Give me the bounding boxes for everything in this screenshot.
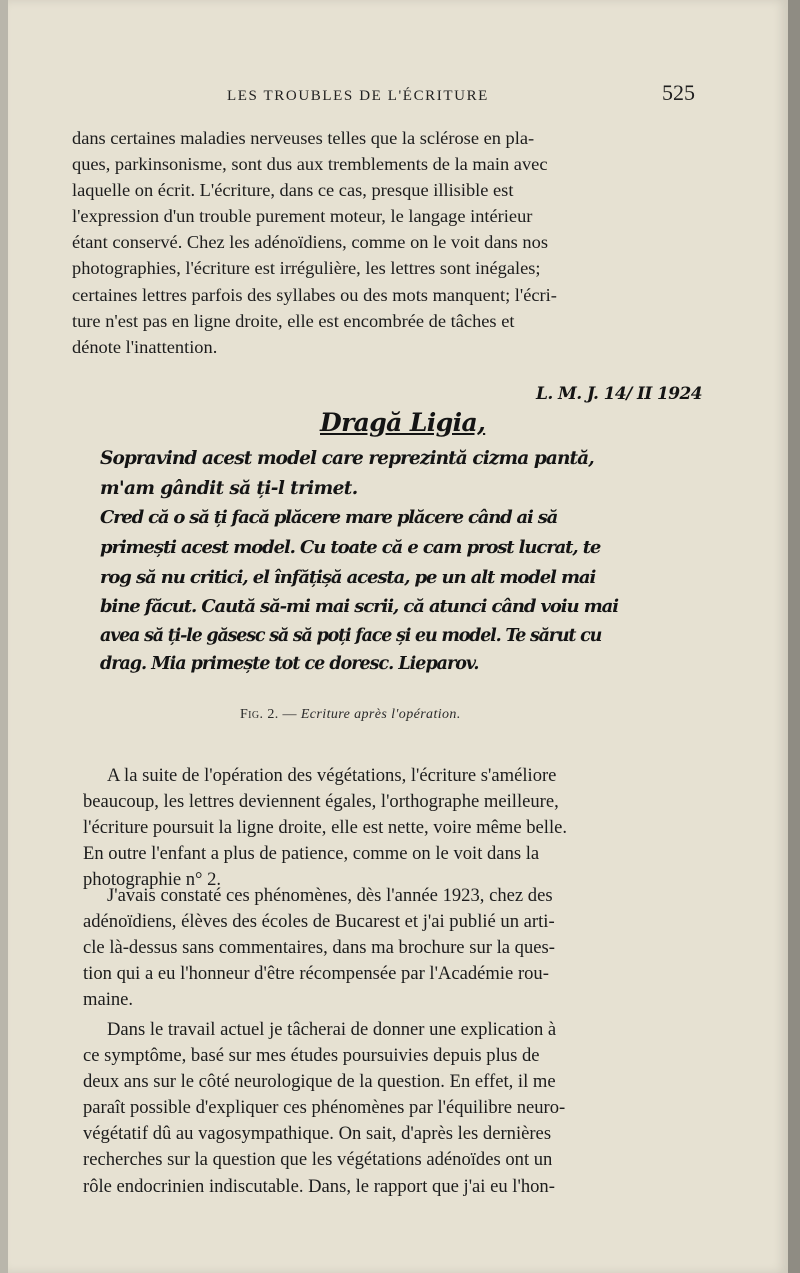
paragraph-2 — [83, 763, 706, 893]
text-line: recherches sur la question que les végétations adénoïdes ont un — [83, 1149, 553, 1171]
page-number: 525 — [662, 80, 695, 105]
handwritten-line: Sopravind acest model care reprezintă cizma pantă, — [100, 448, 594, 469]
text-line: photographie n° 2. — [83, 869, 222, 891]
handwritten-line: primești acest model. Cu toate că e cam prost lucrat, te — [100, 537, 601, 558]
text-line: ques, parkinsonisme, sont dus aux tremblements de la main avec — [72, 154, 548, 175]
text-line: ce symptôme, basé sur mes études poursuivies depuis plus de — [83, 1045, 540, 1067]
paragraph-4 — [83, 1017, 706, 1200]
text-line: ture n'est pas en ligne droite, elle est encombrée de tâches et — [72, 310, 515, 331]
paragraph-3 — [83, 883, 706, 1013]
handwritten-salutation: Dragă Ligia, — [320, 408, 486, 437]
text-line: beaucoup, les lettres deviennent égales, l'orthographe meilleure, — [83, 791, 559, 813]
text-line: Dans le travail actuel je tâcherai de donner une explication à — [107, 1019, 557, 1040]
book-page — [8, 0, 788, 1273]
text-line: certaines lettres parfois des syllabes ou des mots manquent; l'écri- — [72, 284, 557, 305]
handwritten-line: rog să nu critici, el înfățișă acesta, pe un alt model mai — [100, 567, 596, 588]
figure-caption — [240, 707, 461, 723]
text-line: J'avais constaté ces phénomènes, dès l'année 1923, chez des — [107, 885, 553, 906]
handwritten-line: bine făcut. Caută să-mi mai scrii, că atunci când voiu mai — [100, 596, 618, 617]
handwritten-line: avea să ți-le găsesc să să poți face și eu model. Te sărut cu — [100, 626, 602, 646]
text-line: dénote l'inattention. — [72, 336, 218, 357]
text-line: deux ans sur le côté neurologique de la question. En effet, il me — [83, 1071, 556, 1093]
running-head: LES TROUBLES DE L'ÉCRITURE — [227, 88, 489, 104]
text-line: étant conservé. Chez les adénoïdiens, comme on le voit dans nos — [72, 232, 548, 253]
paragraph-1 — [72, 125, 704, 360]
handwriting-sample-figure — [100, 370, 710, 690]
text-line: végétatif dû au vagosympathique. On sait, d'après les dernières — [83, 1123, 552, 1145]
handwritten-line: m'am gândit să ți-l trimet. — [100, 478, 358, 499]
figure-title: Ecriture après l'opération. — [300, 707, 461, 722]
handwritten-line: drag. Mia primește tot ce doresc. Lieparov. — [100, 654, 479, 674]
text-line: tion qui a eu l'honneur d'être récompensée par l'Académie rou- — [83, 963, 549, 985]
text-line: rôle endocrinien indiscutable. Dans, le rapport que j'ai eu l'hon- — [83, 1175, 555, 1197]
text-line: maine. — [83, 989, 134, 1011]
text-line: l'écriture poursuit la ligne droite, elle est nette, voire même belle. — [83, 817, 568, 839]
text-line: photographies, l'écriture est irrégulière, les lettres sont inégales; — [72, 258, 541, 279]
text-line: En outre l'enfant a plus de patience, comme on le voit dans la — [83, 843, 540, 865]
text-line: A la suite de l'opération des végétations, l'écriture s'améliore — [107, 765, 557, 786]
text-line: adénoïdiens, élèves des écoles de Bucarest et j'ai publié un arti- — [83, 911, 555, 933]
text-line: l'expression d'un trouble purement moteur, le langage intérieur — [72, 206, 533, 227]
text-line: laquelle on écrit. L'écriture, dans ce cas, presque illisible est — [72, 180, 514, 201]
text-line: paraît possible d'expliquer ces phénomènes par l'équilibre neuro- — [83, 1097, 566, 1119]
text-line: dans certaines maladies nerveuses telles que la sclérose en pla- — [72, 128, 535, 148]
text-line: cle là-dessus sans commentaires, dans ma brochure sur la ques- — [83, 937, 555, 959]
handwritten-date: L. M. J. 14/ II 1924 — [536, 384, 702, 404]
handwritten-line: Cred că o să ți facă plăcere mare plăcere când ai să — [100, 507, 558, 528]
figure-label: Fig. 2. — — [240, 707, 297, 722]
page-edge-shadow — [788, 0, 800, 1273]
